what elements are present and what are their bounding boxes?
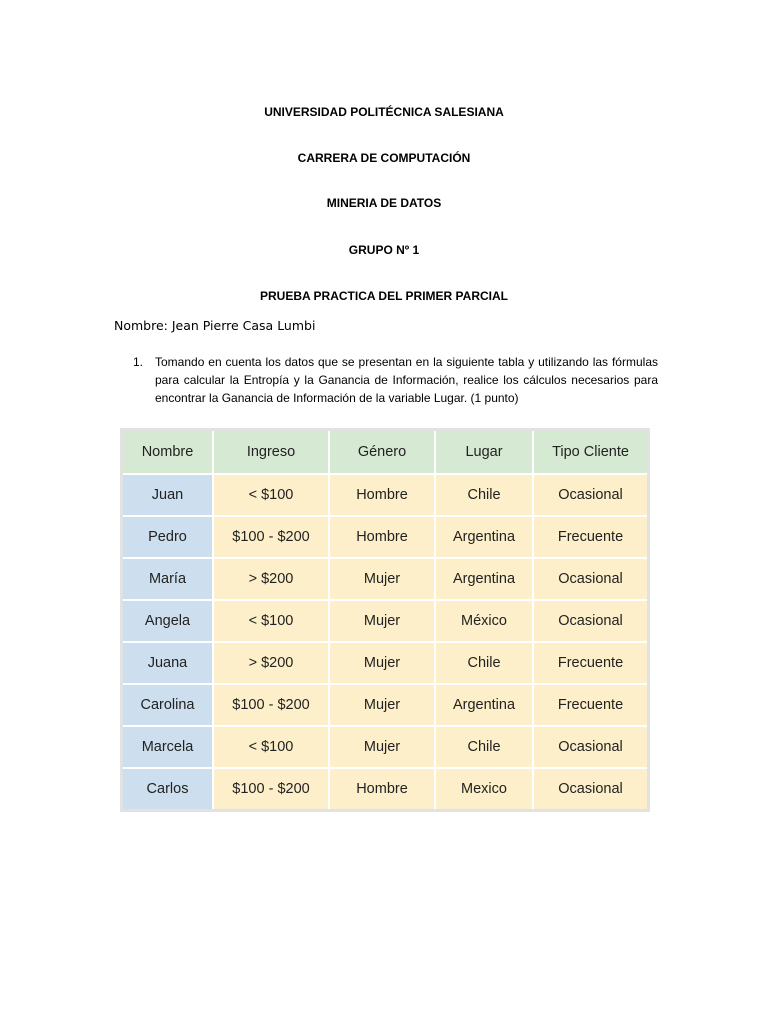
cell-nombre: Pedro (122, 516, 214, 558)
cell-lugar: Argentina (435, 684, 533, 726)
cell-ingreso: $100 - $200 (213, 684, 329, 726)
cell-genero: Mujer (329, 642, 435, 684)
cell-lugar: Argentina (435, 558, 533, 600)
cell-lugar: Argentina (435, 516, 533, 558)
header-ingreso: Ingreso (213, 430, 329, 475)
cell-lugar: Chile (435, 474, 533, 516)
cell-genero: Mujer (329, 558, 435, 600)
table-row (122, 642, 649, 684)
header-lugar: Lugar (435, 430, 533, 475)
cell-tipo-cliente: Ocasional (533, 726, 649, 768)
cell-ingreso: $100 - $200 (213, 516, 329, 558)
cell-genero: Mujer (329, 726, 435, 768)
cell-ingreso: $100 - $200 (213, 768, 329, 811)
cell-tipo-cliente: Frecuente (533, 516, 649, 558)
data-table (120, 428, 650, 812)
table-row (122, 600, 649, 642)
question-number: 1. (133, 355, 144, 369)
cell-nombre: Carolina (122, 684, 214, 726)
group-title: GRUPO Nº 1 (348, 243, 420, 257)
cell-tipo-cliente: Ocasional (533, 474, 649, 516)
cell-genero: Hombre (329, 474, 435, 516)
cell-tipo-cliente: Frecuente (533, 642, 649, 684)
cell-ingreso: < $100 (213, 726, 329, 768)
student-name: Nombre: Jean Pierre Casa Lumbi (114, 318, 316, 333)
cell-lugar: Chile (435, 642, 533, 684)
cell-tipo-cliente: Ocasional (533, 558, 649, 600)
table-row (122, 516, 649, 558)
header-tipo-cliente: Tipo Cliente (533, 430, 649, 475)
table-row (122, 726, 649, 768)
table-header-row (122, 430, 649, 475)
cell-nombre: Juan (122, 474, 214, 516)
cell-nombre: Marcela (122, 726, 214, 768)
course-title: MINERIA DE DATOS (326, 196, 442, 210)
cell-nombre: Carlos (122, 768, 214, 811)
cell-nombre: María (122, 558, 214, 600)
cell-genero: Mujer (329, 600, 435, 642)
cell-ingreso: > $200 (213, 642, 329, 684)
cell-tipo-cliente: Ocasional (533, 768, 649, 811)
university-title: UNIVERSIDAD POLITÉCNICA SALESIANA (264, 105, 504, 119)
cell-tipo-cliente: Frecuente (533, 684, 649, 726)
table-row (122, 558, 649, 600)
cell-ingreso: > $200 (213, 558, 329, 600)
cell-genero: Mujer (329, 684, 435, 726)
table-row (122, 684, 649, 726)
career-title: CARRERA DE COMPUTACIÓN (297, 151, 471, 165)
cell-lugar: México (435, 600, 533, 642)
cell-genero: Hombre (329, 768, 435, 811)
cell-lugar: Mexico (435, 768, 533, 811)
header-genero: Género (329, 430, 435, 475)
question-text: Tomando en cuenta los datos que se presentan en la siguiente tabla y utilizando las fórmulas para calcular la Entropía y la Ganancia de Información, realice los cálculos necesarios para encontrar la Ganancia de Información de la variable Lugar. (1 punto) (155, 355, 658, 405)
cell-genero: Hombre (329, 516, 435, 558)
question-1 (133, 353, 658, 407)
cell-nombre: Juana (122, 642, 214, 684)
cell-tipo-cliente: Ocasional (533, 600, 649, 642)
exam-title: PRUEBA PRACTICA DEL PRIMER PARCIAL (259, 289, 508, 303)
header-nombre: Nombre (122, 430, 214, 475)
table-row (122, 474, 649, 516)
table-row (122, 768, 649, 811)
cell-ingreso: < $100 (213, 474, 329, 516)
cell-ingreso: < $100 (213, 600, 329, 642)
cell-lugar: Chile (435, 726, 533, 768)
cell-nombre: Angela (122, 600, 214, 642)
